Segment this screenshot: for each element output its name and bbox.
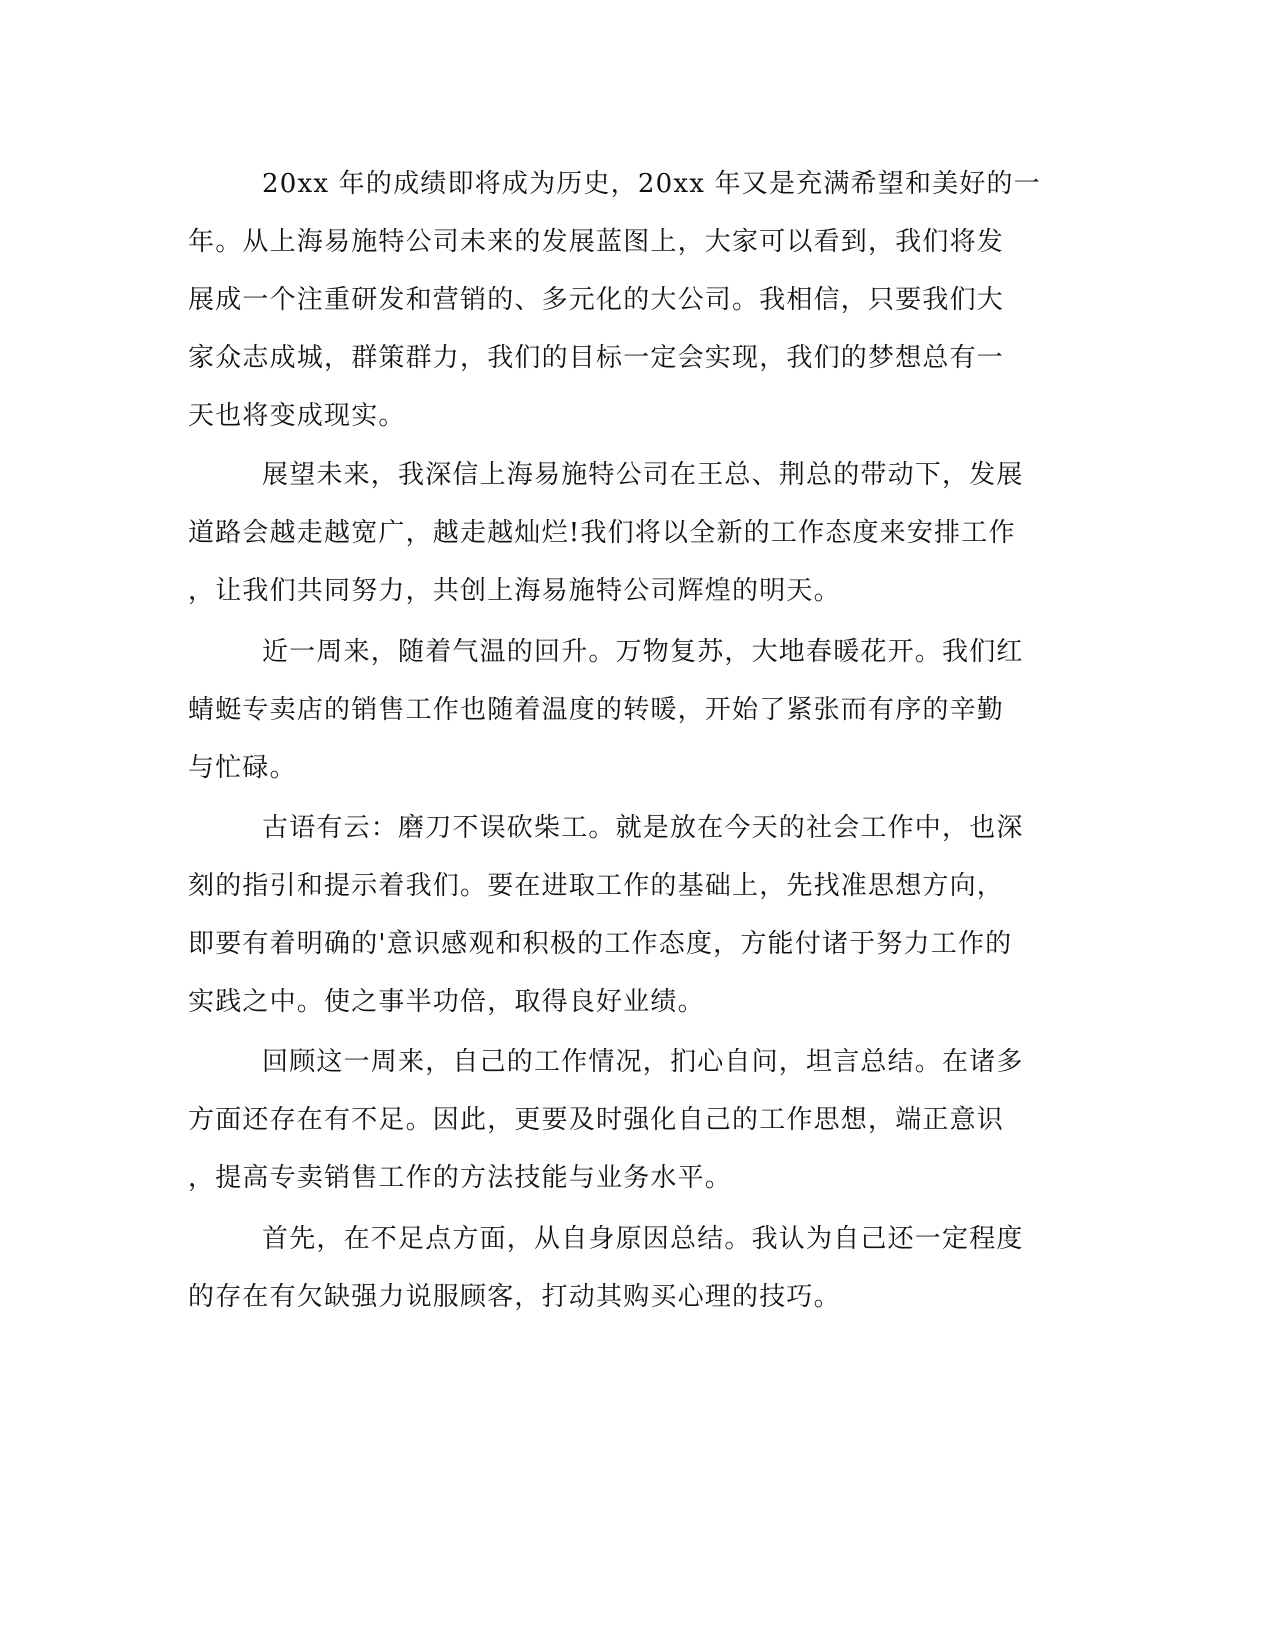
paragraph-1-line-4: 家众志成城，群策群力，我们的目标一定会实现，我们的梦想总有一 xyxy=(188,343,1005,373)
paragraph-1-line-5: 天也将变成现实。 xyxy=(188,401,406,431)
paragraph-1-line-3: 展成一个注重研发和营销的、多元化的大公司。我相信，只要我们大 xyxy=(188,285,1005,315)
paragraph-6-line-2: 的存在有欠缺强力说服顾客，打动其购买心理的技巧。 xyxy=(188,1282,841,1312)
paragraph-2-line-2: 道路会越走越宽广，越走越灿烂!我们将以全新的工作态度来安排工作 xyxy=(188,518,1016,548)
paragraph-2-line-3: ，让我们共同努力，共创上海易施特公司辉煌的明天。 xyxy=(188,576,841,606)
paragraph-1-line-2: 年。从上海易施特公司未来的发展蓝图上，大家可以看到，我们将发 xyxy=(188,227,1005,257)
paragraph-4-line-1: 古语有云：磨刀不误砍柴工。就是放在今天的社会工作中，也深 xyxy=(262,813,1024,843)
paragraph-5-line-2: 方面还存在有不足。因此，更要及时强化自己的工作思想，端正意识 xyxy=(188,1105,1005,1135)
paragraph-6-line-1: 首先，在不足点方面，从自身原因总结。我认为自己还一定程度 xyxy=(262,1224,1024,1254)
paragraph-4-line-4: 实践之中。使之事半功倍，取得良好业绩。 xyxy=(188,987,705,1017)
paragraph-5-line-3: ，提高专卖销售工作的方法技能与业务水平。 xyxy=(188,1163,733,1193)
paragraph-2-line-1: 展望未来，我深信上海易施特公司在王总、荆总的带动下，发展 xyxy=(262,460,1024,490)
paragraph-3-line-1: 近一周来，随着气温的回升。万物复苏，大地春暖花开。我们红 xyxy=(262,637,1024,667)
paragraph-3-line-2: 蜻蜓专卖店的销售工作也随着温度的转暖，开始了紧张而有序的辛勤 xyxy=(188,695,1005,725)
paragraph-3-line-3: 与忙碌。 xyxy=(188,753,297,783)
paragraph-4-line-3: 即要有着明确的'意识感观和积极的工作态度，方能付诸于努力工作的 xyxy=(188,929,1013,959)
paragraph-4-line-2: 刻的指引和提示着我们。要在进取工作的基础上，先找准思想方向， xyxy=(188,871,1005,901)
paragraph-1-line-1: 20xx 年的成绩即将成为历史，20xx 年又是充满希望和美好的一 xyxy=(262,169,1041,199)
paragraph-5-line-1: 回顾这一周来，自己的工作情况，扪心自问，坦言总结。在诸多 xyxy=(262,1047,1024,1077)
